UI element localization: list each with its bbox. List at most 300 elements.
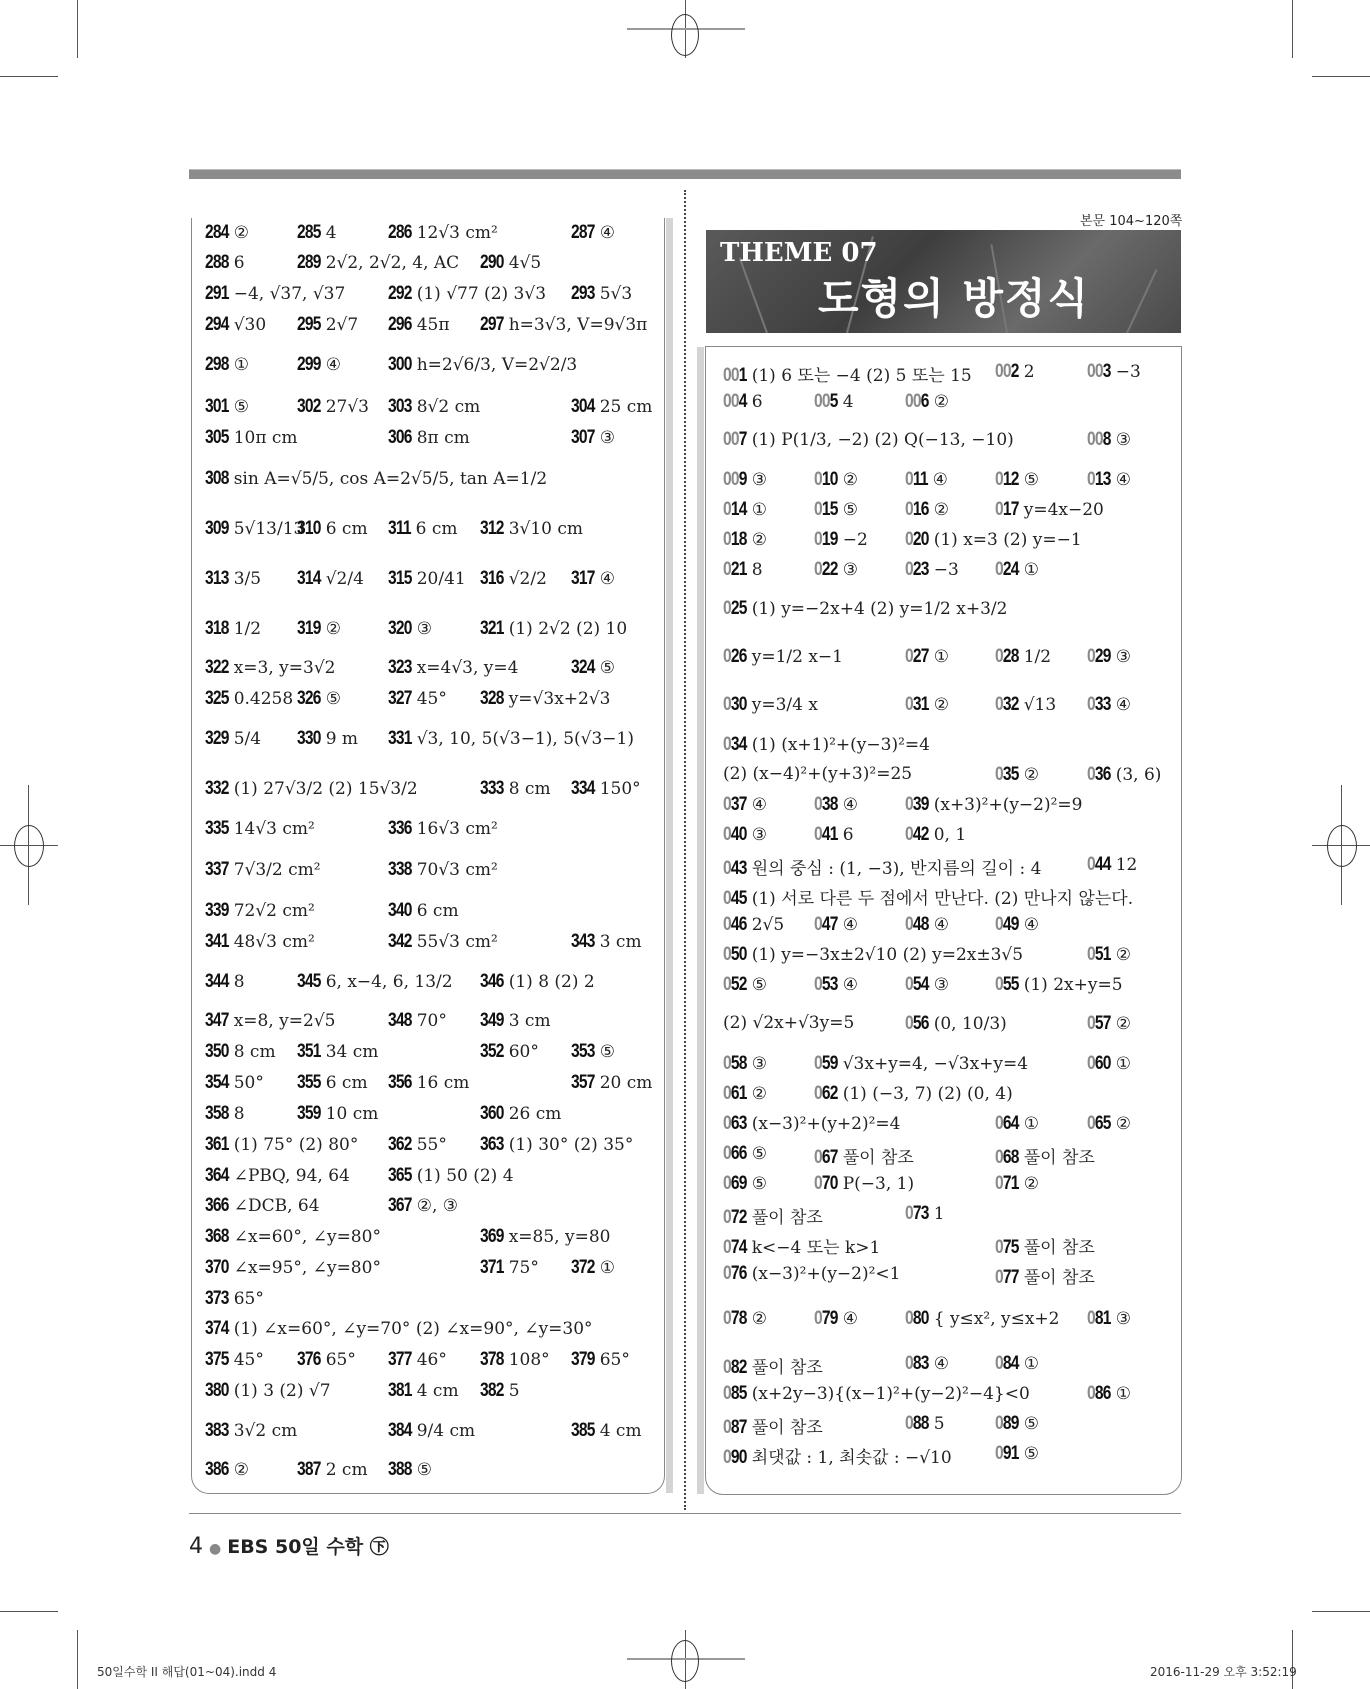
answer-value: 9/4 cm (416, 1421, 476, 1441)
answer-value: ③ (751, 825, 767, 845)
answer-item (205, 396, 249, 418)
problem-number: 042 (905, 824, 929, 845)
problem-number: 041 (814, 824, 838, 845)
problem-number: 321 (480, 618, 504, 639)
problem-number: 378 (480, 1349, 504, 1370)
problem-number: 077 (995, 1267, 1019, 1288)
problem-number: 293 (571, 283, 595, 304)
answer-value: 45° (233, 1350, 264, 1370)
answer-value: −4, √37, √37 (233, 284, 346, 304)
answer-item (905, 824, 966, 846)
answer-item (388, 728, 634, 750)
answer-item (388, 1195, 458, 1217)
answer-item (723, 764, 912, 784)
answer-item (205, 1072, 264, 1094)
answer-value: ④ (1023, 915, 1039, 935)
answer-item (297, 1459, 368, 1481)
answer-item (995, 1233, 1095, 1259)
problem-number: 386 (205, 1459, 229, 1480)
problem-number: 337 (205, 859, 229, 880)
answer-item (1087, 1053, 1131, 1075)
page-number: 4 (189, 1534, 203, 1559)
answer-item (388, 1134, 447, 1156)
answer-item (480, 1349, 550, 1371)
crop-mark (1292, 0, 1293, 58)
answer-item (905, 469, 948, 491)
answer-value: (x−3)²+(y+2)²=4 (751, 1114, 901, 1134)
answer-value: (1) 3 (2) √7 (233, 1381, 331, 1401)
answer-value: 48√3 cm² (233, 932, 315, 952)
answer-item (388, 427, 470, 449)
answer-value: 4 (325, 223, 337, 243)
problem-number: 355 (297, 1072, 321, 1093)
answer-item (480, 568, 547, 590)
answer-value: 8 cm (233, 1042, 276, 1062)
answer-value: ⑤ (1023, 1414, 1039, 1434)
answer-value: ② (751, 1309, 767, 1329)
registration-mark-circle (671, 14, 699, 56)
problem-number: 294 (205, 314, 229, 335)
answer-value: 10 cm (325, 1104, 379, 1124)
slug-filename: 50일수학 II 해답(01~04).indd 4 (97, 1665, 277, 1679)
answer-value: ① (233, 355, 249, 375)
answer-value: (2) (x−4)²+(y+3)²=25 (723, 764, 913, 784)
problem-number: 011 (905, 469, 928, 490)
answer-value: √3, 10, 5(√3−1), 5(√3−1) (416, 729, 634, 749)
problem-number: 332 (205, 778, 229, 799)
problem-number: 029 (1087, 646, 1111, 667)
problem-number: 303 (388, 396, 412, 417)
problem-number: 019 (814, 529, 838, 550)
answer-value: ⑤ (1023, 1444, 1039, 1464)
answer-value: 5 (933, 1414, 945, 1434)
answer-value: 5/4 (233, 729, 262, 749)
problem-number: 050 (723, 944, 747, 965)
problem-number: 045 (723, 888, 747, 909)
problem-number: 379 (571, 1349, 595, 1370)
answer-item (905, 694, 949, 716)
answer-value: 34 cm (325, 1042, 379, 1062)
problem-number: 001 (723, 365, 747, 386)
problem-number: 324 (571, 657, 595, 678)
answer-value: ⑤ (599, 1042, 615, 1062)
answer-value: 6, x−4, 6, 13/2 (325, 972, 453, 992)
answer-value: (1) 30° (2) 35° (508, 1135, 634, 1155)
problem-number: 040 (723, 824, 747, 845)
problem-number: 358 (205, 1103, 229, 1124)
problem-number: 043 (723, 858, 747, 879)
answer-value: (1) 27√3/2 (2) 15√3/2 (233, 779, 418, 799)
answer-value: 4 cm (599, 1421, 642, 1441)
problem-number: 310 (297, 518, 321, 539)
answer-item (723, 1203, 823, 1229)
answer-item (814, 391, 854, 413)
banner-decoration (739, 257, 768, 333)
answer-value: 12 (1115, 855, 1138, 875)
answer-value: ②, ③ (416, 1196, 458, 1216)
answer-item (571, 1420, 642, 1442)
answer-value: y=4x−20 (1023, 500, 1104, 520)
problem-number: 284 (205, 222, 229, 243)
answer-item (571, 1072, 652, 1094)
answer-value: (1) y=−3x±2√10 (2) y=2x±3√5 (751, 945, 1024, 965)
answer-value: sin A=√5/5, cos A=2√5/5, tan A=1/2 (233, 469, 548, 489)
answer-value: ① (1115, 1384, 1131, 1404)
answer-value: ③ (1115, 430, 1131, 450)
answer-item (205, 859, 321, 881)
problem-number: 026 (723, 646, 747, 667)
answer-item (205, 427, 298, 449)
problem-number: 082 (723, 1357, 747, 1378)
answer-item (388, 818, 498, 840)
problem-number: 076 (723, 1263, 747, 1284)
answer-item (297, 618, 341, 640)
answer-item (1087, 764, 1161, 786)
answer-value: 3 cm (508, 1011, 551, 1031)
problem-number: 004 (723, 391, 747, 412)
answer-item (814, 1083, 1013, 1105)
answer-item (905, 646, 949, 668)
answer-value: y=√3x+2√3 (508, 689, 611, 709)
answer-value: ④ (842, 975, 858, 995)
problem-number: 071 (995, 1173, 1019, 1194)
answer-item (297, 568, 364, 590)
problem-number: 073 (905, 1203, 929, 1224)
problem-number: 368 (205, 1226, 229, 1247)
problem-number: 340 (388, 900, 412, 921)
problem-number: 052 (723, 974, 747, 995)
problem-number: 328 (480, 688, 504, 709)
answer-value: 75° (508, 1258, 539, 1278)
answer-item (297, 728, 358, 750)
answer-item (571, 657, 615, 679)
problem-number: 055 (995, 974, 1019, 995)
problem-number: 315 (388, 568, 412, 589)
answer-value: ∠x=60°, ∠y=80° (233, 1227, 381, 1247)
answer-value: ∠PBQ, 94, 64 (233, 1166, 350, 1186)
answer-item (388, 1072, 469, 1094)
answer-value: 3/5 (233, 569, 262, 589)
problem-number: 387 (297, 1459, 321, 1480)
problem-number: 017 (995, 499, 1019, 520)
problem-number: 023 (905, 559, 929, 580)
answer-value: ⑤ (1023, 470, 1039, 490)
answer-item (205, 657, 335, 679)
answer-value: 6 (751, 392, 763, 412)
answer-item (205, 1041, 276, 1063)
answer-item (571, 396, 652, 418)
answer-item (297, 518, 368, 540)
problem-number: 369 (480, 1226, 504, 1247)
answer-value: 2√5 (751, 915, 785, 935)
answer-item (995, 361, 1035, 383)
answer-value: ④ (751, 795, 767, 815)
problem-number: 069 (723, 1173, 747, 1194)
answer-value: ③ (416, 619, 432, 639)
answer-item (571, 931, 642, 953)
problem-number: 081 (1087, 1308, 1111, 1329)
problem-number: 323 (388, 657, 412, 678)
answer-value: x=3, y=3√2 (233, 658, 336, 678)
problem-number: 003 (1087, 361, 1111, 382)
answer-value: 25 cm (599, 397, 653, 417)
problem-number: 018 (723, 529, 747, 550)
problem-number: 329 (205, 728, 229, 749)
problem-number: 021 (723, 559, 747, 580)
answer-value: ④ (1115, 470, 1131, 490)
answer-value: √13 (1023, 695, 1057, 715)
answer-value: (1) √77 (2) 3√3 (416, 284, 547, 304)
problem-number: 338 (388, 859, 412, 880)
answer-item (388, 1420, 475, 1442)
answer-item (205, 314, 266, 336)
problem-number: 354 (205, 1072, 229, 1093)
answer-item (723, 559, 763, 581)
answer-item (480, 1041, 539, 1063)
answer-item (1087, 944, 1131, 966)
problem-number: 013 (1087, 469, 1111, 490)
answer-item (905, 1413, 945, 1435)
answer-value: ④ (599, 569, 615, 589)
problem-number: 066 (723, 1143, 747, 1164)
answer-item (723, 1113, 901, 1135)
problem-number: 365 (388, 1165, 412, 1186)
problem-number: 008 (1087, 429, 1111, 450)
answer-value: (x−3)²+(y−2)²<1 (751, 1264, 901, 1284)
answer-value: (1) 50 (2) 4 (416, 1166, 514, 1186)
answer-value: 45° (416, 689, 447, 709)
answer-item (297, 1072, 368, 1094)
answer-value: (1) P(1/3, −2) (2) Q(−13, −10) (751, 430, 1014, 450)
problem-number: 074 (723, 1237, 747, 1258)
answer-value: 150° (599, 779, 641, 799)
answer-item (205, 1257, 381, 1279)
answer-value: 46° (416, 1350, 447, 1370)
problem-number: 048 (905, 914, 929, 935)
problem-number: 347 (205, 1010, 229, 1031)
problem-number: 089 (995, 1413, 1019, 1434)
answer-item (723, 1308, 767, 1330)
problem-number: 343 (571, 931, 595, 952)
answer-value: 20 cm (599, 1073, 653, 1093)
answer-value: 12√3 cm² (416, 223, 498, 243)
problem-number: 336 (388, 818, 412, 839)
answer-item (480, 252, 541, 274)
answer-value: 60° (508, 1042, 539, 1062)
answer-item (723, 1083, 767, 1105)
answer-item (995, 469, 1039, 491)
answer-item (814, 824, 854, 846)
answer-value: (1) 서로 다른 두 점에서 만난다. (2) 만나지 않는다. (751, 889, 1134, 909)
answer-item (723, 1443, 952, 1469)
answer-value: 5 (508, 1381, 520, 1401)
answer-item (480, 1103, 561, 1125)
answer-item (388, 618, 432, 640)
answer-item (1087, 469, 1131, 491)
answer-item (814, 1143, 914, 1169)
problem-number: 049 (995, 914, 1019, 935)
answer-value: 2√2, 2√2, 4, AC (325, 253, 460, 273)
crop-mark (1292, 1630, 1293, 1689)
theme-title: 도형의 방정식 (818, 274, 1091, 323)
problem-number: 311 (388, 518, 411, 539)
answer-value: √30 (233, 315, 267, 335)
problem-number: 080 (905, 1308, 929, 1329)
problem-number: 361 (205, 1134, 229, 1155)
problem-number: 385 (571, 1420, 595, 1441)
problem-number: 353 (571, 1041, 595, 1062)
answer-item (723, 974, 767, 996)
footer-rule (189, 1513, 1181, 1514)
answer-value: 풀이 참조 (751, 1208, 823, 1228)
problem-number: 046 (723, 914, 747, 935)
answer-item (723, 914, 784, 936)
problem-number: 035 (995, 764, 1019, 785)
answer-item (205, 1165, 350, 1187)
answer-item (388, 900, 459, 922)
answer-value: ② (751, 530, 767, 550)
answer-item (571, 1041, 615, 1063)
column-divider (684, 190, 686, 1510)
answer-item (388, 1165, 514, 1187)
answer-item (297, 688, 341, 710)
problem-number: 380 (205, 1380, 229, 1401)
answer-value: (1) 2x+y=5 (1023, 975, 1123, 995)
answer-value: ④ (933, 915, 949, 935)
answer-value: 풀이 참조 (751, 1358, 823, 1378)
problem-number: 022 (814, 559, 838, 580)
answer-item (571, 778, 641, 800)
problem-number: 053 (814, 974, 838, 995)
answer-value: 14√3 cm² (233, 819, 315, 839)
problem-number: 301 (205, 396, 229, 417)
answer-item (571, 427, 615, 449)
problem-number: 024 (995, 559, 1019, 580)
answer-value: (1) y=−2x+4 (2) y=1/2 x+3/2 (751, 599, 1008, 619)
answer-value: 원의 중심 : (1, −3), 반지름의 길이 : 4 (751, 859, 1042, 879)
answer-item (205, 1318, 593, 1340)
answer-item (205, 252, 245, 274)
problem-number: 075 (995, 1237, 1019, 1258)
problem-number: 313 (205, 568, 229, 589)
problem-number: 300 (388, 354, 412, 375)
answer-value: ④ (842, 795, 858, 815)
answer-value: ⑤ (233, 397, 249, 417)
answer-item (723, 646, 843, 668)
answer-item (995, 1413, 1039, 1435)
problem-number: 317 (571, 568, 595, 589)
problem-number: 030 (723, 694, 747, 715)
problem-number: 288 (205, 252, 229, 273)
problem-number: 290 (480, 252, 504, 273)
answer-item (723, 884, 1133, 910)
problem-number: 322 (205, 657, 229, 678)
answer-value: 45π (416, 315, 450, 335)
answer-value: √2/2 (508, 569, 547, 589)
answer-item (905, 794, 1083, 816)
problem-number: 065 (1087, 1113, 1111, 1134)
answer-value: y=1/2 x−1 (751, 647, 843, 667)
answer-item (723, 1013, 854, 1033)
answer-value: (1) 8 (2) 2 (508, 972, 595, 992)
answer-value: (x+2y−3){(x−1)²+(y−2)²−4}<0 (751, 1384, 1030, 1404)
answer-item (388, 859, 498, 881)
problem-number: 314 (297, 568, 321, 589)
problem-number: 036 (1087, 764, 1111, 785)
problem-number: 087 (723, 1417, 747, 1438)
problem-number: 302 (297, 396, 321, 417)
answer-value: (x+3)²+(y−2)²=9 (933, 795, 1083, 815)
problem-number: 084 (995, 1353, 1019, 1374)
answer-value: ② (1023, 765, 1039, 785)
answer-item (571, 283, 632, 305)
problem-number: 371 (480, 1257, 504, 1278)
problem-number: 345 (297, 971, 321, 992)
problem-number: 287 (571, 222, 595, 243)
answer-value: 0, 1 (933, 825, 967, 845)
answer-item (905, 529, 1082, 551)
problem-number: 299 (297, 354, 321, 375)
answer-item (205, 222, 249, 244)
crop-mark (1312, 76, 1370, 77)
answer-value: ② (233, 223, 249, 243)
answer-item (388, 396, 480, 418)
problem-number: 348 (388, 1010, 412, 1031)
problem-number: 061 (723, 1083, 747, 1104)
answer-value: 4√5 (508, 253, 542, 273)
answer-item (205, 818, 315, 840)
problem-number: 020 (905, 529, 929, 550)
problem-number: 362 (388, 1134, 412, 1155)
problem-number: 377 (388, 1349, 412, 1370)
answer-value: 최댓값 : 1, 최솟값 : −√10 (751, 1448, 952, 1468)
answer-item (905, 1013, 1007, 1035)
answer-value: 6 cm (416, 901, 459, 921)
answer-value: √2/4 (325, 569, 364, 589)
problem-number: 384 (388, 1420, 412, 1441)
answer-value: h=3√3, V=9√3π (508, 315, 648, 335)
answer-value: 3 cm (599, 932, 642, 952)
problem-number: 025 (723, 598, 747, 619)
answer-value: ⑤ (751, 975, 767, 995)
answer-value: ④ (1115, 695, 1131, 715)
answer-value: h=2√6/3, V=2√2/3 (416, 355, 578, 375)
answer-value: (2) √2x+√3y=5 (723, 1013, 855, 1033)
answer-value: 72√2 cm² (233, 901, 315, 921)
answer-value: (1) x=3 (2) y=−1 (933, 530, 1082, 550)
problem-number: 339 (205, 900, 229, 921)
problem-number: 078 (723, 1308, 747, 1329)
problem-number: 060 (1087, 1053, 1111, 1074)
problem-number: 318 (205, 618, 229, 639)
answer-value: 1/2 (1023, 647, 1052, 667)
answer-item (205, 1380, 331, 1402)
answer-item (995, 1353, 1039, 1375)
answer-item (905, 499, 949, 521)
crop-mark (1312, 1611, 1370, 1612)
answer-item (723, 361, 972, 387)
answer-item (205, 778, 418, 800)
answer-item (995, 914, 1039, 936)
answer-value: ④ (599, 223, 615, 243)
answer-item (388, 657, 518, 679)
answer-item (480, 688, 611, 710)
answer-value: ③ (933, 975, 949, 995)
problem-number: 032 (995, 694, 1019, 715)
answer-item (205, 971, 245, 993)
answer-value: 6 (233, 253, 245, 273)
answer-item (388, 1010, 447, 1032)
